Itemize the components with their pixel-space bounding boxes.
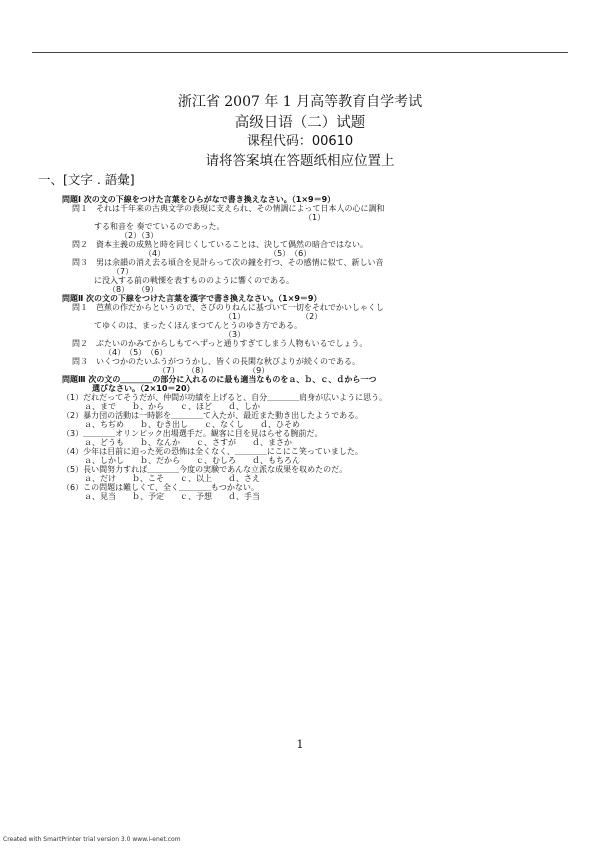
instruction: 请将答案填在答题纸相应位置上 — [205, 153, 395, 169]
choices-line: ａ、だけ ｂ、こそ ｃ、以上 ｄ、さえ — [84, 474, 260, 483]
question-line: （5）長い間努力すれば＿＿＿＿今度の実験であんな立派な成果を収めたのだ。 — [62, 465, 348, 474]
question-line: 問１ それは千年来の古典文学の表現に支えられ、その情調によって日本人の心に調和 — [72, 204, 385, 213]
question-line: （3）＿＿＿＿オリンピック出場選手だ。観客に目を見はらせる腕前だ。 — [62, 429, 323, 438]
annotation-line: （3） — [224, 330, 246, 339]
problem-heading: 問題Ⅱ 次の文の下線をつけた言葉を漢字で書き換えなさい。（1×9＝9） — [62, 294, 322, 303]
page-number: 1 — [296, 738, 304, 751]
choices-line: ａ、どうも ｂ、なんか ｃ、さすが ｄ、まさか — [84, 438, 292, 447]
problem-heading: 問題Ⅲ 次の文の＿＿＿＿の部分に入れるのに最も適当なものをａ、ｂ、ｃ、ｄから一つ — [62, 375, 377, 384]
section-heading: 一、[文字 . 語彙] — [38, 172, 135, 187]
choices-line: ａ、しかし ｂ、だから ｃ、むしろ ｄ、もちろん — [84, 456, 300, 465]
annotation-line: （4） （5） （6） — [144, 249, 312, 258]
annotation-line: （8） （9） — [108, 285, 159, 294]
course-code: 课程代码：00610 — [246, 134, 354, 149]
question-line: （6）この問題は難しくて、全く＿＿＿＿もつかない。 — [62, 483, 259, 492]
question-line: 問３ いくつかのたいふうがつうかし、皆くの長閑な秋びよりが続くのである。 — [72, 357, 360, 366]
choices-line: ａ、まで ｂ、から ｃ、ほど ｄ、しか — [84, 402, 260, 411]
annotation-line: （7） （8） （9） — [158, 366, 270, 375]
footer-credit: Created with SmartPrinter trial version 3.0 www.i-enet.com — [3, 836, 181, 843]
question-line: （2）暴力団の活動は一時影を＿＿＿＿て入たが、最近また動き出したようである。 — [62, 411, 364, 420]
annotation-line: （1） — [304, 213, 326, 222]
annotation-line: （1） （2） — [224, 312, 323, 321]
question-line: に没入する前の戦慄を表すもののように響くのである。 — [94, 276, 294, 285]
problem-heading: 問題Ⅰ 次の文の下線をつけた言葉をひらがなで書き換えなさい。（1×9＝9） — [62, 195, 336, 204]
choices-line: ａ、ちぢめ ｂ、むき出し ｃ、なくし ｄ、ひそめ — [84, 420, 300, 429]
annotation-line: （7） — [112, 267, 134, 276]
question-line: てゆくのは、まったくほんまつてんとうのゆき方である。 — [94, 321, 302, 330]
question-line: 問２ 資本主義の成熟と時を同じくしていることは、決して偶然の暗合ではない。 — [72, 240, 368, 249]
choices-line: ａ、見当 ｂ、予定 ｃ、予想 ｄ、手当 — [84, 492, 260, 501]
question-body — [62, 195, 522, 501]
annotation-line: （4） （5） （6） — [104, 348, 168, 357]
question-line: （4）少年は目前に迫った死の恐怖は全くなく、＿＿＿＿にこにこ笑っていました。 — [62, 447, 363, 456]
question-line: 問１ 芭蕉の作だからというので、さびのりねんに基づいて一切をそれでかいしゃくし — [72, 303, 384, 312]
annotation-line: （2）（3） — [120, 231, 159, 240]
question-line: （1）だれだってそうだが、仲間が功績を上げると、自分＿＿＿＿肩身が広いように思う。 — [62, 393, 388, 402]
exam-title: 浙江省 2007 年 1 月高等教育自学考试 — [177, 94, 423, 110]
question-line: 問２ ぶたいのかみてからしもてへずっと通りすぎてしまう人物もいるでしょう。 — [72, 339, 368, 348]
exam-subject: 高级日语（二）试题 — [234, 115, 366, 131]
question-line: する和音を 奏でているのであった。 — [94, 222, 225, 231]
question-line: 問３ 男は余韻の消え去る頃合を見計らって次の鐘を打つ、その感情に似て、新しい音 — [72, 258, 384, 267]
problem-heading-cont: 選びなさい。（2×10＝20） — [92, 384, 195, 393]
top-rule — [32, 52, 568, 53]
